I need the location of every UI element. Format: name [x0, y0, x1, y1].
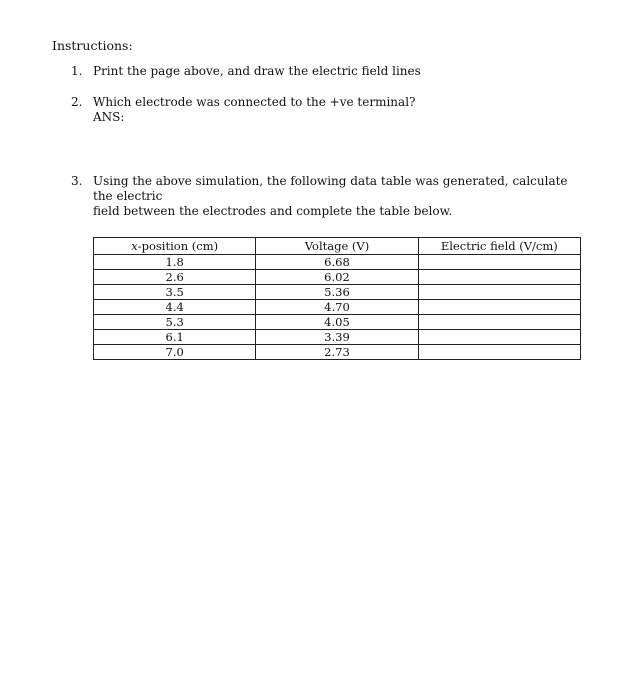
cell-electric-field[interactable] [418, 285, 580, 300]
cell-electric-field[interactable] [418, 315, 580, 330]
header-voltage: Voltage (V) [256, 238, 418, 255]
table-row [94, 285, 581, 300]
cell-voltage: 4.70 [256, 300, 418, 315]
cell-voltage: 6.68 [256, 255, 418, 270]
item-text-line-2: field between the electrodes and complete the table below. [93, 204, 453, 218]
table-row [94, 345, 581, 360]
cell-x-position: 6.1 [94, 330, 256, 345]
cell-electric-field[interactable] [418, 270, 580, 285]
table-row [94, 330, 581, 345]
header-x-rest: -position (cm) [137, 239, 219, 253]
cell-x-position: 5.3 [94, 315, 256, 330]
item-number: 3. [71, 174, 83, 188]
table-row [94, 315, 581, 330]
item-text: Print the page above, and draw the electric field lines [93, 64, 421, 78]
cell-x-position: 7.0 [94, 345, 256, 360]
item-number: 2. [71, 95, 83, 109]
item-text: Which electrode was connected to the +ve terminal? [93, 95, 416, 109]
table-row [94, 255, 581, 270]
cell-x-position: 3.5 [94, 285, 256, 300]
cell-x-position: 4.4 [94, 300, 256, 315]
answer-label: ANS: [93, 110, 125, 124]
table-header-row [94, 238, 581, 255]
item-number: 1. [71, 64, 83, 78]
cell-voltage: 3.39 [256, 330, 418, 345]
cell-x-position: 1.8 [94, 255, 256, 270]
cell-electric-field[interactable] [418, 345, 580, 360]
cell-electric-field[interactable] [418, 300, 580, 315]
instruction-item-1 [71, 64, 571, 79]
cell-voltage: 4.05 [256, 315, 418, 330]
cell-x-position: 2.6 [94, 270, 256, 285]
cell-voltage: 6.02 [256, 270, 418, 285]
cell-electric-field[interactable] [418, 255, 580, 270]
instruction-item-3 [71, 174, 571, 219]
header-electric-field: Electric field (V/cm) [418, 238, 580, 255]
header-x-position [94, 238, 256, 255]
header-x-variable: x [131, 239, 138, 253]
instructions-heading: Instructions: [52, 38, 133, 53]
item-text-line-1: Using the above simulation, the following data table was generated, calculate the electric [93, 174, 568, 203]
cell-voltage: 5.36 [256, 285, 418, 300]
cell-voltage: 2.73 [256, 345, 418, 360]
table-row [94, 270, 581, 285]
data-table [93, 237, 581, 360]
instruction-item-2 [71, 95, 571, 125]
cell-electric-field[interactable] [418, 330, 580, 345]
table-row [94, 300, 581, 315]
